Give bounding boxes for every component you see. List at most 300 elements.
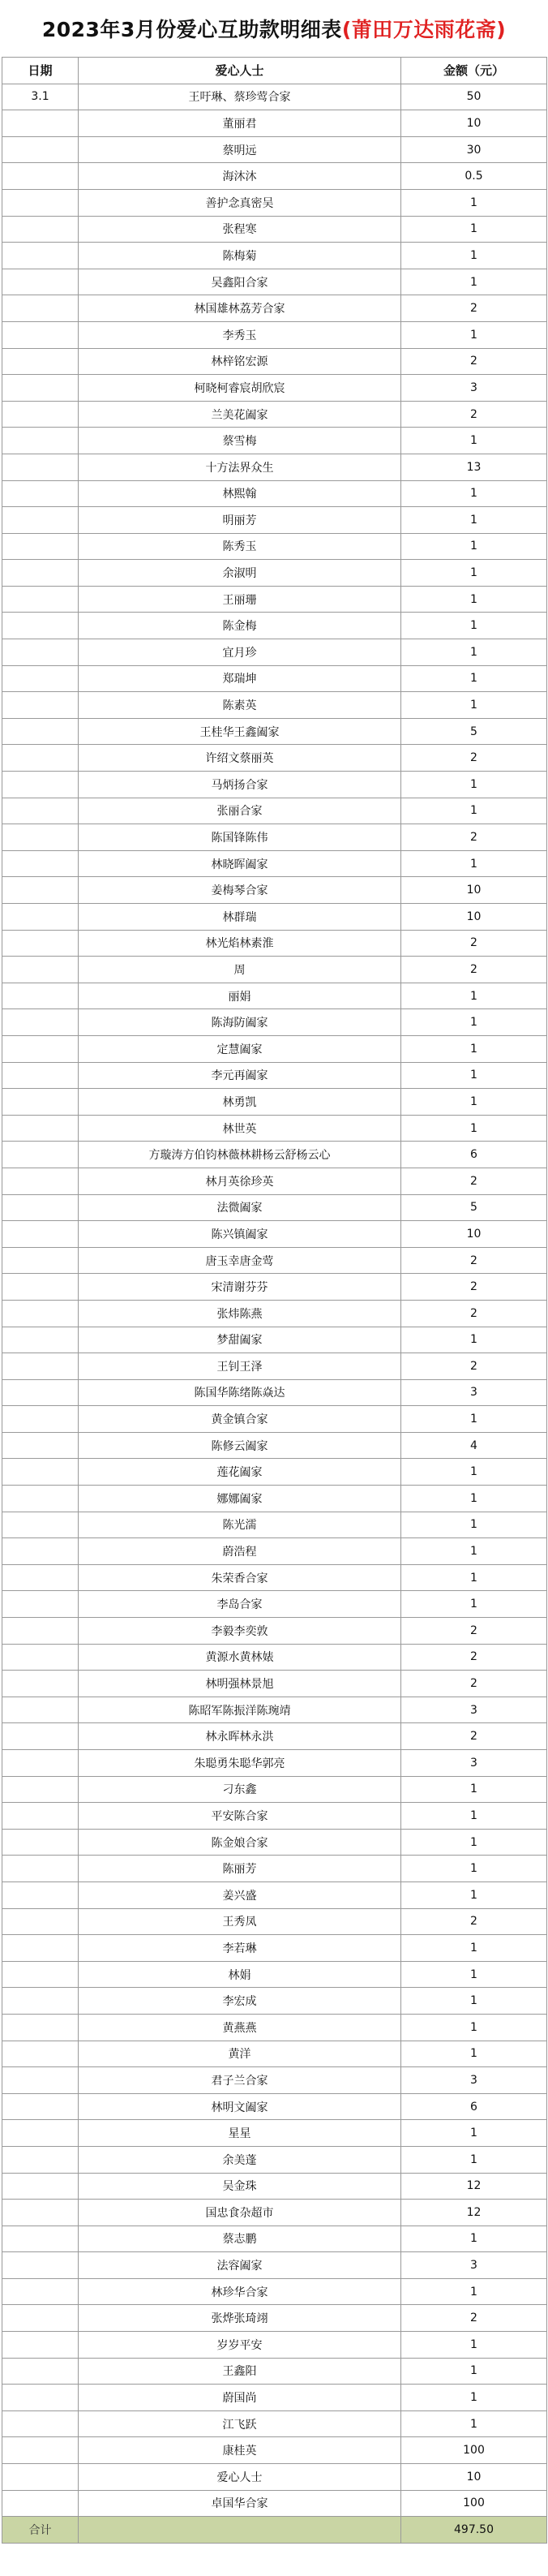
table-row: [2, 957, 547, 983]
cell-donor: 陈海防阖家: [79, 1009, 401, 1036]
cell-date: [2, 1486, 79, 1512]
cell-date: [2, 877, 79, 904]
cell-date: [2, 2385, 79, 2411]
cell-date: [2, 1856, 79, 1882]
table-row: [2, 84, 547, 110]
cell-donor: 卓国华合家: [79, 2490, 401, 2517]
table-row: [2, 613, 547, 639]
table-row: [2, 2437, 547, 2464]
cell-amount: 1: [401, 2014, 547, 2041]
cell-amount: 50: [401, 84, 547, 110]
cell-date: [2, 665, 79, 692]
cell-date: [2, 163, 79, 190]
table-row: [2, 2305, 547, 2332]
cell-date: [2, 718, 79, 745]
cell-donor: 姜梅琴合家: [79, 877, 401, 904]
donation-table: [2, 57, 547, 2544]
cell-donor: 林熙翰: [79, 480, 401, 507]
cell-date: [2, 904, 79, 931]
table-row: [2, 665, 547, 692]
cell-amount: 2: [401, 1353, 547, 1380]
cell-donor: 马炳扬合家: [79, 772, 401, 798]
cell-donor: 李秀玉: [79, 321, 401, 348]
cell-amount: 3: [401, 1750, 547, 1777]
cell-donor: 陈修云阖家: [79, 1432, 401, 1459]
cell-date: [2, 1512, 79, 1538]
cell-amount: 1: [401, 1856, 547, 1882]
cell-donor: 黄金镇合家: [79, 1406, 401, 1433]
cell-amount: 1: [401, 533, 547, 560]
table-row: [2, 1486, 547, 1512]
cell-amount: 2: [401, 930, 547, 957]
cell-amount: 2: [401, 348, 547, 375]
cell-amount: 2: [401, 295, 547, 322]
cell-amount: 1: [401, 216, 547, 243]
table-row: [2, 692, 547, 719]
table-row: [2, 718, 547, 745]
cell-date: [2, 1168, 79, 1194]
cell-donor: 陈光濡: [79, 1512, 401, 1538]
table-row: [2, 1829, 547, 1856]
cell-amount: 1: [401, 1009, 547, 1036]
cell-donor: 陈素英: [79, 692, 401, 719]
cell-amount: 1: [401, 2332, 547, 2359]
table-row: [2, 401, 547, 428]
table-row: [2, 507, 547, 534]
cell-donor: 林梓铭宏源: [79, 348, 401, 375]
table-row: [2, 2146, 547, 2173]
cell-date: [2, 189, 79, 216]
cell-date: [2, 2358, 79, 2385]
table-row: [2, 2067, 547, 2094]
cell-donor: 莲花阖家: [79, 1459, 401, 1486]
cell-donor: 林光焰林素淮: [79, 930, 401, 957]
cell-date: [2, 2252, 79, 2279]
cell-donor: 林勇凯: [79, 1089, 401, 1116]
cell-date: [2, 1115, 79, 1142]
cell-date: [2, 243, 79, 269]
cell-amount: 2: [401, 957, 547, 983]
cell-amount: 5: [401, 718, 547, 745]
table-row: [2, 1062, 547, 1089]
table-row: [2, 1618, 547, 1645]
cell-date: [2, 1142, 79, 1168]
cell-donor: 余美蓬: [79, 2146, 401, 2173]
cell-donor: 周: [79, 957, 401, 983]
cell-date: [2, 2464, 79, 2491]
table-row: [2, 375, 547, 402]
cell-donor: 康桂英: [79, 2437, 401, 2464]
cell-date: [2, 1776, 79, 1803]
cell-donor: 吴鑫阳合家: [79, 269, 401, 295]
table-row: [2, 1168, 547, 1194]
cell-amount: 1: [401, 1988, 547, 2015]
cell-donor: 李元再阖家: [79, 1062, 401, 1089]
cell-donor: 林永晖林永洪: [79, 1723, 401, 1750]
cell-donor: 海沐沐: [79, 163, 401, 190]
cell-amount: 1: [401, 2410, 547, 2437]
cell-date: [2, 1988, 79, 2015]
table-row: [2, 1697, 547, 1723]
cell-donor: 余淑明: [79, 560, 401, 587]
table-row: [2, 243, 547, 269]
cell-amount: 10: [401, 2464, 547, 2491]
table-row: [2, 1591, 547, 1618]
cell-date: [2, 586, 79, 613]
table-row: [2, 824, 547, 851]
cell-amount: 2: [401, 745, 547, 772]
cell-date: [2, 1829, 79, 1856]
cell-donor: 法微阖家: [79, 1194, 401, 1221]
cell-amount: 1: [401, 772, 547, 798]
table-row: [2, 136, 547, 163]
table-body: [2, 84, 547, 2517]
cell-amount: 1: [401, 692, 547, 719]
cell-date: [2, 824, 79, 851]
cell-date: [2, 1194, 79, 1221]
cell-donor: 林晓晖阖家: [79, 850, 401, 877]
cell-date: [2, 1750, 79, 1777]
cell-donor: 林群瑞: [79, 904, 401, 931]
cell-date: [2, 2067, 79, 2094]
cell-date: [2, 507, 79, 534]
cell-amount: 30: [401, 136, 547, 163]
table-row: [2, 772, 547, 798]
cell-donor: 朱荣香合家: [79, 1564, 401, 1591]
cell-donor: 李宏成: [79, 1988, 401, 2015]
table-row: [2, 586, 547, 613]
cell-date: [2, 1089, 79, 1116]
cell-donor: 林娟: [79, 1961, 401, 1988]
cell-donor: 陈梅菊: [79, 243, 401, 269]
cell-donor: 江飞跃: [79, 2410, 401, 2437]
table-row: [2, 1009, 547, 1036]
cell-donor: 国忠食杂超市: [79, 2200, 401, 2226]
table-row: [2, 1750, 547, 1777]
table-row: [2, 216, 547, 243]
header-donor: 爱心人士: [79, 58, 401, 84]
table-row: [2, 798, 547, 824]
table-row: [2, 1803, 547, 1830]
cell-amount: 1: [401, 2385, 547, 2411]
cell-amount: 100: [401, 2437, 547, 2464]
cell-donor: 林明强林景旭: [79, 1671, 401, 1697]
cell-amount: 2: [401, 1644, 547, 1671]
cell-date: [2, 1406, 79, 1433]
cell-amount: 2: [401, 1168, 547, 1194]
cell-donor: 唐玉幸唐金莺: [79, 1247, 401, 1274]
cell-donor: 丽娟: [79, 983, 401, 1009]
cell-amount: 5: [401, 1194, 547, 1221]
cell-date: [2, 1035, 79, 1062]
cell-amount: 1: [401, 613, 547, 639]
cell-amount: 2: [401, 1618, 547, 1645]
cell-amount: 3: [401, 375, 547, 402]
cell-amount: 3: [401, 2252, 547, 2279]
table-row: [2, 1935, 547, 1962]
cell-amount: 4: [401, 1432, 547, 1459]
cell-date: [2, 1644, 79, 1671]
cell-date: [2, 375, 79, 402]
cell-amount: 3: [401, 2067, 547, 2094]
cell-amount: 10: [401, 904, 547, 931]
total-amount: 497.50: [401, 2517, 547, 2544]
cell-amount: 6: [401, 1142, 547, 1168]
cell-date: [2, 2120, 79, 2147]
cell-amount: 1: [401, 1591, 547, 1618]
cell-donor: 善护念真密吴: [79, 189, 401, 216]
cell-amount: 12: [401, 2200, 547, 2226]
header-date: 日期: [2, 58, 79, 84]
cell-date: 3.1: [2, 84, 79, 110]
cell-amount: 1: [401, 665, 547, 692]
cell-amount: 1: [401, 1803, 547, 1830]
cell-amount: 1: [401, 560, 547, 587]
cell-amount: 1: [401, 1035, 547, 1062]
cell-date: [2, 1803, 79, 1830]
table-row: [2, 1512, 547, 1538]
cell-date: [2, 348, 79, 375]
cell-amount: 2: [401, 824, 547, 851]
cell-donor: 蔚国尚: [79, 2385, 401, 2411]
cell-date: [2, 428, 79, 454]
table-row: [2, 877, 547, 904]
cell-donor: 梦甜阖家: [79, 1327, 401, 1353]
cell-amount: 1: [401, 1327, 547, 1353]
cell-amount: 1: [401, 1512, 547, 1538]
cell-date: [2, 2437, 79, 2464]
header-amount: 金额（元）: [401, 58, 547, 84]
cell-donor: 法容阖家: [79, 2252, 401, 2279]
cell-donor: 爱心人士: [79, 2464, 401, 2491]
cell-amount: 1: [401, 269, 547, 295]
table-row: [2, 1353, 547, 1380]
cell-amount: 1: [401, 1564, 547, 1591]
cell-amount: 2: [401, 1300, 547, 1327]
cell-donor: 林珍华合家: [79, 2278, 401, 2305]
cell-donor: 方璇涛方伯钧林薇林耕杨云舒杨云心: [79, 1142, 401, 1168]
table-row: [2, 1221, 547, 1248]
cell-amount: 2: [401, 1247, 547, 1274]
cell-amount: 1: [401, 2358, 547, 2385]
cell-date: [2, 1935, 79, 1962]
table-row: [2, 2332, 547, 2359]
cell-date: [2, 983, 79, 1009]
cell-date: [2, 2093, 79, 2120]
cell-date: [2, 480, 79, 507]
table-row: [2, 904, 547, 931]
cell-donor: 李若琳: [79, 1935, 401, 1962]
cell-donor: 岁岁平安: [79, 2332, 401, 2359]
table-row: [2, 1856, 547, 1882]
table-row: [2, 1908, 547, 1935]
table-row: [2, 454, 547, 480]
cell-date: [2, 1221, 79, 1248]
cell-amount: 1: [401, 2041, 547, 2067]
cell-donor: 李岛合家: [79, 1591, 401, 1618]
total-empty-cell: [79, 2517, 401, 2544]
cell-date: [2, 295, 79, 322]
total-row: [2, 2517, 547, 2544]
cell-date: [2, 1062, 79, 1089]
cell-date: [2, 613, 79, 639]
cell-donor: 王秀凤: [79, 1908, 401, 1935]
cell-date: [2, 1723, 79, 1750]
cell-amount: 1: [401, 1062, 547, 1089]
cell-date: [2, 2278, 79, 2305]
cell-date: [2, 1327, 79, 1353]
table-row: [2, 1671, 547, 1697]
cell-donor: 许绍文蔡丽英: [79, 745, 401, 772]
cell-donor: 娜娜阖家: [79, 1486, 401, 1512]
cell-amount: 1: [401, 428, 547, 454]
cell-amount: 1: [401, 189, 547, 216]
cell-amount: 1: [401, 1961, 547, 1988]
cell-amount: 100: [401, 2490, 547, 2517]
table-row: [2, 2200, 547, 2226]
cell-date: [2, 1908, 79, 1935]
cell-amount: 1: [401, 2278, 547, 2305]
table-row: [2, 295, 547, 322]
cell-date: [2, 2305, 79, 2332]
table-row: [2, 2014, 547, 2041]
table-row: [2, 1247, 547, 1274]
title-main: 2023年3月份爱心互助款明细表: [41, 18, 342, 41]
table-row: [2, 1459, 547, 1486]
table-row: [2, 1274, 547, 1301]
cell-donor: 十方法界众生: [79, 454, 401, 480]
cell-amount: 3: [401, 1379, 547, 1406]
cell-amount: 2: [401, 1908, 547, 1935]
cell-date: [2, 2226, 79, 2252]
cell-date: [2, 1671, 79, 1697]
table-row: [2, 560, 547, 587]
cell-donor: 黄燕燕: [79, 2014, 401, 2041]
cell-amount: 1: [401, 1459, 547, 1486]
cell-amount: 0.5: [401, 163, 547, 190]
cell-amount: 1: [401, 983, 547, 1009]
cell-donor: 宜月珍: [79, 639, 401, 666]
cell-donor: 吴金珠: [79, 2173, 401, 2200]
cell-donor: 陈丽芳: [79, 1856, 401, 1882]
cell-date: [2, 1591, 79, 1618]
cell-amount: 13: [401, 454, 547, 480]
cell-donor: 林国雄林荔芳合家: [79, 295, 401, 322]
table-row: [2, 930, 547, 957]
cell-donor: 林月英徐珍英: [79, 1168, 401, 1194]
cell-donor: 明丽芳: [79, 507, 401, 534]
cell-donor: 宋清谢芬芬: [79, 1274, 401, 1301]
table-row: [2, 1089, 547, 1116]
cell-donor: 王吁琳、蔡珍莺合家: [79, 84, 401, 110]
cell-date: [2, 2173, 79, 2200]
table-row: [2, 2358, 547, 2385]
cell-amount: 2: [401, 401, 547, 428]
cell-amount: 1: [401, 639, 547, 666]
table-row: [2, 2093, 547, 2120]
cell-date: [2, 533, 79, 560]
cell-donor: 刁东鑫: [79, 1776, 401, 1803]
table-row: [2, 1776, 547, 1803]
cell-amount: 12: [401, 2173, 547, 2200]
cell-date: [2, 1379, 79, 1406]
cell-date: [2, 1881, 79, 1908]
cell-date: [2, 2490, 79, 2517]
cell-amount: 1: [401, 850, 547, 877]
cell-donor: 陈昭军陈振洋陈琬靖: [79, 1697, 401, 1723]
cell-donor: 张程寒: [79, 216, 401, 243]
table-row: [2, 110, 547, 137]
table-row: [2, 2385, 547, 2411]
total-label: 合计: [2, 2517, 79, 2544]
cell-date: [2, 957, 79, 983]
cell-date: [2, 2200, 79, 2226]
cell-date: [2, 1697, 79, 1723]
cell-date: [2, 850, 79, 877]
cell-donor: 星星: [79, 2120, 401, 2147]
cell-donor: 黄洋: [79, 2041, 401, 2067]
cell-date: [2, 269, 79, 295]
cell-date: [2, 1538, 79, 1565]
cell-donor: 张烨张琦翊: [79, 2305, 401, 2332]
table-row: [2, 745, 547, 772]
cell-donor: 王桂华王鑫阖家: [79, 718, 401, 745]
table-row: [2, 2041, 547, 2067]
cell-donor: 林明文阖家: [79, 2093, 401, 2120]
cell-date: [2, 639, 79, 666]
cell-donor: 蔡志鹏: [79, 2226, 401, 2252]
cell-date: [2, 930, 79, 957]
cell-amount: 10: [401, 110, 547, 137]
cell-donor: 定慧阖家: [79, 1035, 401, 1062]
table-row: [2, 269, 547, 295]
cell-date: [2, 321, 79, 348]
cell-amount: 1: [401, 1115, 547, 1142]
table-row: [2, 1432, 547, 1459]
table-header-row: [2, 58, 547, 84]
cell-date: [2, 1300, 79, 1327]
table-row: [2, 850, 547, 877]
cell-amount: 3: [401, 1697, 547, 1723]
table-row: [2, 1564, 547, 1591]
table-row: [2, 1194, 547, 1221]
cell-amount: 1: [401, 798, 547, 824]
table-row: [2, 1327, 547, 1353]
table-row: [2, 2410, 547, 2437]
cell-amount: 6: [401, 2093, 547, 2120]
table-row: [2, 1961, 547, 1988]
cell-amount: 1: [401, 586, 547, 613]
cell-amount: 1: [401, 2120, 547, 2147]
cell-amount: 2: [401, 2305, 547, 2332]
cell-date: [2, 560, 79, 587]
table-row: [2, 533, 547, 560]
cell-donor: 蔚浩程: [79, 1538, 401, 1565]
cell-date: [2, 1353, 79, 1380]
table-row: [2, 2278, 547, 2305]
cell-donor: 张丽合家: [79, 798, 401, 824]
table-row: [2, 1379, 547, 1406]
cell-date: [2, 772, 79, 798]
cell-amount: 10: [401, 877, 547, 904]
table-row: [2, 1142, 547, 1168]
cell-donor: 黄源水黄林婊: [79, 1644, 401, 1671]
table-row: [2, 428, 547, 454]
cell-donor: 陈金梅: [79, 613, 401, 639]
cell-amount: 1: [401, 1881, 547, 1908]
cell-amount: 1: [401, 1089, 547, 1116]
cell-date: [2, 454, 79, 480]
